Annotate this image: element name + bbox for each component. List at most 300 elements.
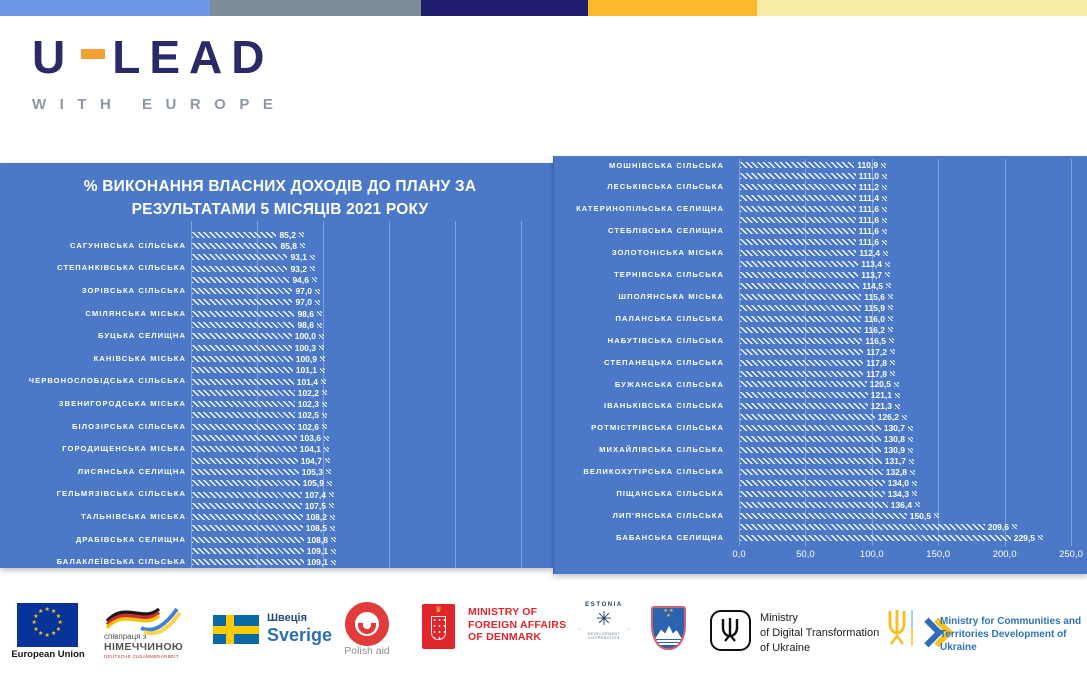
bar: [740, 228, 856, 234]
category-label: ПАЛАНСЬКА СІЛЬСЬКА: [615, 313, 724, 323]
bar-row: [192, 320, 322, 331]
communities-line1: Ministry for Communities and: [940, 616, 1082, 627]
bar-row: [740, 521, 1017, 532]
bar-row: [192, 286, 320, 297]
bar-value-label: 94,6: [292, 274, 309, 285]
category-label: СТЕПАНЕЦЬКА СІЛЬСЬКА: [604, 357, 724, 367]
bar: [192, 514, 303, 520]
digital-ministry-label: [760, 611, 879, 656]
bar-value-label: 132,8: [885, 467, 907, 478]
eu-star-icon: ★: [31, 620, 37, 626]
denmark-line1: MINISTRY OF: [468, 606, 538, 618]
bar-row: [740, 248, 888, 259]
strip-segment-blue: [0, 0, 210, 16]
bar: [192, 537, 304, 543]
bar-row: [192, 455, 330, 466]
bar-value-label: 104,1: [299, 444, 321, 455]
bar-row: [740, 346, 895, 357]
bar-row: [740, 269, 890, 280]
legend-key-icon: [331, 537, 336, 542]
bar-value-label: 105,3: [301, 466, 323, 477]
legend-key-icon: [326, 469, 331, 474]
bar: [192, 503, 302, 509]
category-label: МОШНІВСЬКА СІЛЬСЬКА: [608, 160, 724, 170]
denmark-line2: FOREIGN AFFAIRS: [468, 618, 567, 631]
bar: [740, 305, 861, 311]
bar-value-label: 103,6: [299, 433, 321, 444]
bar: [740, 447, 881, 453]
legend-key-icon: [330, 515, 335, 520]
legend-key-icon: [882, 207, 887, 212]
bar: [740, 371, 863, 377]
brand-u: U: [32, 31, 75, 83]
legend-key-icon: [300, 243, 305, 248]
bar: [192, 277, 289, 283]
eu-star-icon: ★: [57, 620, 63, 626]
bar-value-label: 108,2: [305, 512, 327, 523]
legend-key-icon: [885, 272, 890, 277]
legend-key-icon: [320, 356, 325, 361]
bar-value-label: 209,6: [987, 521, 1009, 532]
eu-caption: European Union: [11, 649, 85, 660]
polish-aid-caption: Polish aid: [344, 645, 390, 657]
bar: [740, 458, 882, 464]
category-label: ЛИСЯНСЬКА СЕЛИЩНА: [77, 466, 186, 476]
bar-value-label: 115,6: [864, 291, 885, 302]
category-label: ЛЕСЬКІВСЬКА СІЛЬСЬКА: [607, 182, 724, 192]
bar: [740, 513, 907, 519]
bar-row: [192, 365, 325, 376]
category-label: САГУНІВСЬКА СІЛЬСЬКА: [69, 240, 186, 250]
bar-row: [740, 291, 893, 302]
category-label: БІЛОЗІРСЬКА СІЛЬСЬКА: [72, 421, 186, 431]
eu-star-icon: ★: [38, 608, 44, 615]
bar-row: [192, 274, 317, 285]
bar-value-label: 121,3: [870, 401, 892, 412]
legend-key-icon: [329, 492, 334, 497]
bar-value-label: 111,6: [858, 237, 879, 248]
legend-key-icon: [895, 393, 900, 398]
legend-key-icon: [888, 327, 893, 332]
bar: [192, 469, 299, 475]
bar: [192, 379, 294, 385]
bar: [740, 283, 859, 289]
estonia-top-label: ESTONIA: [585, 602, 623, 608]
bar: [192, 480, 300, 486]
bar-value-label: 97,0: [295, 297, 312, 308]
bar: [740, 217, 856, 223]
bar-value-label: 93,2: [290, 263, 307, 274]
bar-value-label: 121,1: [870, 390, 892, 401]
bar: [740, 502, 888, 508]
bar-value-label: 107,4: [304, 489, 326, 500]
legend-key-icon: [324, 436, 329, 441]
strip-segment-yellow: [757, 0, 1087, 16]
estonia-bottom-label: DEVELOPMENT COOPERATION: [587, 632, 621, 640]
bar: [740, 206, 856, 212]
x-axis-tick-label: 250,0: [1059, 549, 1083, 560]
category-label: КАНІВСЬКА МІСЬКА: [93, 353, 186, 363]
legend-key-icon: [895, 404, 900, 409]
bar-value-label: 100,3: [294, 342, 316, 353]
legend-key-icon: [890, 371, 895, 376]
legend-key-icon: [912, 491, 917, 496]
bar: [192, 424, 295, 430]
bar-value-label: 131,7: [884, 456, 906, 467]
slovenia-coat-of-arms-icon: [651, 606, 686, 650]
bar-value-label: 85,8: [280, 240, 297, 251]
bar: [740, 491, 885, 497]
strip-segment-navy: [421, 0, 588, 16]
bar: [740, 195, 856, 201]
bar-value-label: 111,6: [858, 204, 879, 215]
bar-row: [192, 399, 327, 410]
bar-row: [740, 324, 893, 335]
category-label: БАБАНСЬКА СЕЛИЩНА: [616, 532, 724, 542]
category-label: БУЖАНСЬКА СІЛЬСЬКА: [614, 379, 724, 389]
sweden-label-uk: Швеція: [267, 612, 308, 624]
communities-ministry-label: [940, 615, 1087, 654]
legend-key-icon: [902, 415, 907, 420]
chart-title-line2: РЕЗУЛЬТАТАМИ 5 МІСЯЦІВ 2021 РОКУ: [131, 201, 429, 219]
bar-row: [740, 488, 917, 499]
legend-key-icon: [317, 323, 322, 328]
eu-star-icon: ★: [44, 607, 50, 613]
bar: [192, 458, 298, 464]
bar: [740, 294, 861, 300]
bar-value-label: 111,4: [858, 193, 879, 204]
bar: [740, 436, 881, 442]
eu-flag-icon: [17, 603, 78, 647]
eu-star-icon: ★: [33, 613, 39, 620]
legend-key-icon: [319, 334, 324, 339]
legend-key-icon: [882, 185, 887, 190]
x-gridline: [389, 221, 390, 568]
x-gridline: [938, 159, 939, 546]
category-label: МИХАЙЛІВСЬКА СІЛЬСЬКА: [599, 445, 724, 455]
legend-key-icon: [934, 513, 939, 518]
bar-row: [192, 342, 324, 353]
bar: [740, 250, 856, 256]
denmark-ministry-label: [468, 606, 566, 644]
bar-value-label: 102,3: [297, 399, 319, 410]
legend-key-icon: [315, 289, 320, 294]
legend-key-icon: [327, 481, 332, 486]
eu-star-icon: ★: [55, 613, 62, 620]
bar-value-label: 134,3: [887, 488, 909, 499]
bar: [192, 299, 292, 305]
category-label: ДРАБІВСЬКА СЕЛИЩНА: [75, 534, 186, 544]
bar-value-label: 117,8: [866, 368, 887, 379]
category-label: НАБУТІВСЬКА СІЛЬСЬКА: [607, 335, 724, 345]
bar: [740, 414, 875, 420]
category-label: ТАЛЬНІВСЬКА МІСЬКА: [81, 512, 186, 521]
legend-key-icon: [312, 277, 317, 282]
bar: [740, 535, 1011, 541]
bar-row: [740, 237, 887, 248]
estonia-emblem-icon: [576, 602, 632, 658]
bar-value-label: 134,0: [887, 478, 909, 489]
legend-key-icon: [325, 458, 330, 463]
bar-row: [740, 456, 914, 467]
communities-divider: [911, 610, 913, 646]
digital-ministry-trident-icon: [710, 610, 751, 651]
bar: [192, 322, 294, 328]
category-label: ТЕРНІВСЬКА СІЛЬСЬКА: [614, 270, 724, 279]
bar-value-label: 113,7: [861, 269, 882, 280]
bar-row: [192, 500, 334, 511]
legend-key-icon: [882, 218, 887, 223]
top-color-strip: [0, 0, 1087, 16]
bar: [192, 525, 303, 531]
bar: [740, 469, 883, 475]
bar-row: [192, 444, 329, 455]
bar-row: [740, 160, 886, 171]
eu-star-icon: ★: [51, 631, 57, 638]
legend-key-icon: [322, 424, 327, 429]
bar-row: [740, 499, 920, 510]
category-label: ЛИП'ЯНСЬКА СІЛЬСЬКА: [612, 510, 724, 520]
chart-title-line1: % ВИКОНАННЯ ВЛАСНИХ ДОХОДІВ ДО ПЛАНУ ЗА: [83, 178, 477, 195]
bar-value-label: 100,9: [295, 353, 317, 364]
bar-value-label: 116,5: [865, 335, 886, 346]
bar-row: [192, 433, 329, 444]
eu-star-icon: ★: [33, 626, 39, 633]
x-gridline: [1005, 159, 1006, 546]
estonia-snowflake-icon: ✳: [596, 609, 612, 630]
bar-value-label: 107,5: [304, 500, 326, 511]
legend-key-icon: [881, 163, 886, 168]
bar: [192, 311, 294, 317]
legend-key-icon: [890, 360, 895, 365]
bar-row: [740, 204, 887, 215]
bar-row: [192, 489, 334, 500]
category-label: СМІЛЯНСЬКА МІСЬКА: [85, 308, 186, 318]
strip-segment-orange: [588, 0, 757, 16]
x-gridline: [1071, 159, 1072, 546]
legend-key-icon: [320, 368, 325, 373]
bar-value-label: 112,4: [859, 248, 880, 259]
estonia-dot-left: ·: [578, 626, 581, 633]
legend-key-icon: [885, 262, 890, 267]
x-axis-tick-label: 50,0: [796, 549, 815, 560]
category-label: СТЕБЛІВСЬКА СЕЛИЩНА: [607, 226, 724, 236]
digital-line3: of Ukraine: [760, 641, 811, 654]
bar: [740, 162, 854, 168]
bar-row: [192, 263, 315, 274]
legend-key-icon: [330, 526, 335, 531]
category-label: ПІЩАНСЬКА СІЛЬСЬКА: [616, 489, 724, 498]
digital-line1: Ministry: [760, 612, 798, 624]
legend-key-icon: [883, 251, 888, 256]
bar-value-label: 93,1: [290, 252, 307, 263]
bar-value-label: 114,5: [862, 280, 883, 291]
category-label: БАЛАКЛЕЇВСЬКА СІЛЬСЬКА: [56, 557, 186, 567]
bar-row: [740, 302, 893, 313]
legend-key-icon: [888, 316, 893, 321]
bar-row: [740, 445, 913, 456]
category-label: ІВАНЬКІВСЬКА СІЛЬСЬКА: [603, 401, 724, 411]
communities-line2: Territories Development of Ukraine: [940, 629, 1067, 653]
bar-row: [740, 226, 887, 237]
bar: [192, 367, 293, 373]
chart-panel-left: [0, 163, 553, 568]
bar: [740, 272, 858, 278]
germany-coop-line3: DEUTSCHE ZUSAMMENARBEIT: [104, 654, 179, 659]
bar: [192, 492, 302, 498]
slovenia-stars-icon: ★ ★ ★: [663, 608, 674, 619]
bar-value-label: 130,8: [883, 434, 905, 445]
bar: [192, 356, 293, 362]
bar: [192, 288, 292, 294]
bar: [192, 254, 287, 260]
legend-key-icon: [888, 294, 893, 299]
bar: [192, 390, 295, 396]
eu-star-icon: ★: [51, 608, 57, 615]
category-label: РОТМІСТРІВСЬКА СІЛЬСЬКА: [591, 423, 724, 433]
bar-value-label: 116,0: [864, 313, 885, 324]
bar-row: [192, 410, 327, 421]
legend-key-icon: [315, 300, 320, 305]
denmark-line3: OF DENMARK: [468, 631, 542, 644]
legend-key-icon: [319, 345, 324, 350]
bar: [740, 316, 861, 322]
legend-key-icon: [322, 390, 327, 395]
legend-key-icon: [882, 240, 887, 245]
bar: [192, 559, 304, 565]
digital-line2: of Digital Transformation: [760, 626, 880, 639]
bar: [740, 173, 856, 179]
legend-key-icon: [331, 549, 336, 554]
bar-row: [740, 478, 917, 489]
bar-value-label: 113,4: [861, 259, 882, 270]
category-label: КАТЕРИНОПІЛЬСЬКА СЕЛИЩНА: [576, 204, 724, 214]
legend-key-icon: [908, 448, 913, 453]
legend-key-icon: [886, 283, 891, 288]
bar-value-label: 111,2: [858, 182, 879, 193]
bar-value-label: 102,6: [297, 421, 319, 432]
bar: [192, 266, 287, 272]
bar: [740, 381, 867, 387]
bar-value-label: 108,5: [305, 523, 327, 534]
bar-row: [192, 252, 315, 263]
bar-row: [192, 297, 320, 308]
bar-value-label: 101,4: [296, 376, 318, 387]
legend-key-icon: [894, 382, 899, 387]
bar-value-label: 130,9: [883, 445, 905, 456]
bar-row: [740, 215, 887, 226]
slovenia-wave-icon: [656, 640, 681, 642]
bar-value-label: 126,2: [877, 412, 899, 423]
x-axis-tick-label: 100,0: [859, 549, 884, 560]
bar: [740, 480, 885, 486]
brand-lead: LEAD: [112, 31, 274, 83]
bar: [192, 401, 295, 407]
sweden-label-sv: Sverige: [267, 625, 333, 645]
bar-value-label: 101,1: [295, 365, 317, 376]
bar: [192, 446, 297, 452]
bar-value-label: 130,7: [883, 423, 905, 434]
bar: [740, 338, 862, 344]
bar-value-label: 98,6: [297, 308, 314, 319]
category-label: ЧЕРВОНОСЛОБІДСЬКА СІЛЬСЬКА: [28, 376, 186, 386]
bar-row: [740, 259, 890, 270]
legend-key-icon: [882, 174, 887, 179]
legend-key-icon: [1012, 524, 1017, 529]
chart-title: [40, 175, 520, 222]
bar-row: [740, 423, 913, 434]
legend-key-icon: [915, 502, 920, 507]
legend-key-icon: [909, 459, 914, 464]
category-label: ГЕЛЬМЯЗІВСЬКА СІЛЬСЬКА: [56, 489, 186, 499]
bar-value-label: 102,2: [297, 387, 319, 398]
bar-value-label: 97,0: [295, 286, 312, 297]
bar-value-label: 136,4: [890, 499, 912, 510]
legend-key-icon: [889, 338, 894, 343]
category-label: СТЕПАНКІВСЬКА СІЛЬСЬКА: [57, 263, 186, 273]
eu-star-icon: ★: [44, 633, 50, 639]
bar-row: [192, 523, 335, 534]
x-axis-tick-label: 200,0: [992, 549, 1017, 560]
bar-row: [192, 512, 335, 523]
category-label: ЗВЕНИГОРОДСЬКА МІСЬКА: [58, 399, 186, 408]
bar: [740, 524, 985, 530]
bar-row: [192, 376, 326, 387]
bar-row: [740, 390, 900, 401]
bar-value-label: 98,6: [297, 320, 314, 331]
bar-value-label: 117,8: [866, 357, 887, 368]
bar: [740, 327, 861, 333]
strip-segment-gray: [210, 0, 421, 16]
bar-row: [740, 335, 894, 346]
bar: [740, 261, 858, 267]
bar: [192, 548, 304, 554]
bar-row: [192, 478, 332, 489]
bar-value-label: 109,1: [306, 557, 328, 568]
legend-key-icon: [890, 349, 895, 354]
bar: [192, 435, 297, 441]
legend-key-icon: [910, 470, 915, 475]
x-gridline: [455, 221, 456, 568]
bar-row: [740, 313, 893, 324]
germany-coop-line2: НІМЕЧЧИНОЮ: [104, 641, 184, 653]
bar-row: [740, 510, 939, 521]
bar-row: [740, 467, 915, 478]
germany-coop-line1: співпраця з: [104, 632, 147, 641]
bar: [740, 425, 881, 431]
bar-row: [192, 229, 304, 240]
bar-value-label: 117,2: [866, 346, 887, 357]
bar: [192, 243, 277, 249]
brand-subtitle: WITH EUROPE: [32, 96, 287, 113]
bar-value-label: 105,9: [302, 478, 324, 489]
bar: [740, 184, 856, 190]
donor-logos-footer: [0, 585, 1087, 680]
bar-row: [740, 532, 1043, 543]
slovenia-wave-icon: [656, 643, 681, 645]
legend-key-icon: [310, 255, 315, 260]
bar-row: [192, 308, 322, 319]
bar-value-label: 104,7: [300, 455, 322, 466]
bar: [740, 349, 863, 355]
bar-row: [740, 412, 907, 423]
bar-row: [740, 193, 887, 204]
bar-row: [192, 421, 327, 432]
brand-dash: [81, 49, 105, 59]
bar: [192, 412, 295, 418]
bar-row: [192, 466, 331, 477]
legend-key-icon: [317, 311, 322, 316]
